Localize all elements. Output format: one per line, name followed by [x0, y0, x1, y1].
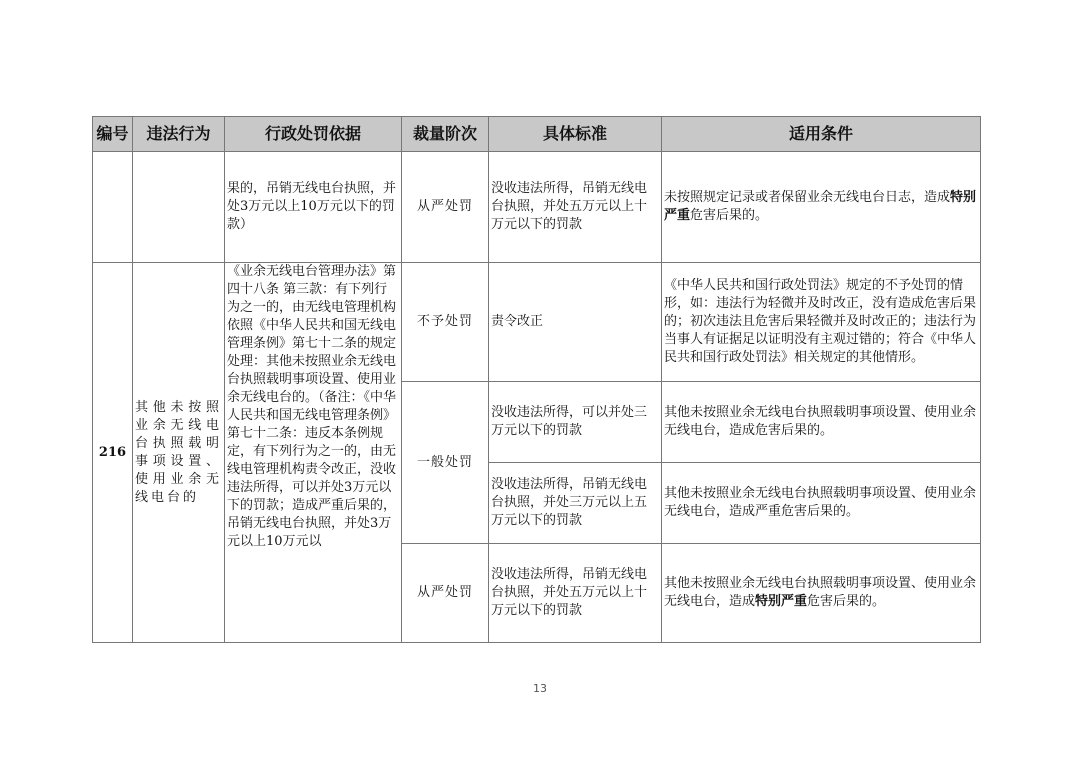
applicable-condition-cell: 其他未按照业余无线电台执照载明事项设置、使用业余无线电台，造成危害后果的。: [662, 382, 981, 463]
applicable-condition-cell: 其他未按照业余无线电台执照载明事项设置、使用业余无线电台，造成严重危害后果的。: [662, 463, 981, 544]
header-specific-standard: 具体标准: [489, 117, 662, 152]
applicable-condition-cell: 其他未按照业余无线电台执照载明事项设置、使用业余无线电台，造成特别严重危害后果的。: [662, 544, 981, 643]
specific-standard-cell: 没收违法所得，可以并处三万元以下的罚款: [489, 382, 662, 463]
discretion-level-cell: 一般处罚: [402, 382, 489, 544]
page-number: 13: [533, 682, 547, 695]
violation-cell-empty: [133, 152, 225, 263]
header-legal-basis: 行政处罚依据: [225, 117, 402, 152]
discretion-level-cell: 不予处罚: [402, 263, 489, 382]
header-applicable-conditions: 适用条件: [662, 117, 981, 152]
specific-standard-cell: 责令改正: [489, 263, 662, 382]
legal-basis-cell: 果的，吊销无线电台执照，并处3万元以上10万元以下的罚款）: [225, 152, 402, 263]
specific-standard-cell: 没收违法所得，吊销无线电台执照，并处五万元以上十万元以下的罚款: [489, 544, 662, 643]
applicable-condition-cell: 《中华人民共和国行政处罚法》规定的不予处罚的情形，如：违法行为轻微并及时改正，没有造成危害后果的；初次违法且危害后果轻微并及时改正的；违法行为当事人有证据足以证明没有主观过错的；符合《中华人民共和国行政处罚法》相关规定的其他情形。: [662, 263, 981, 382]
discretion-level-cell: 从严处罚: [402, 152, 489, 263]
violation-description: 其他未按照业余无线电台执照载明事项设置、使用业余无线电台的: [133, 263, 225, 643]
number-cell-empty: [93, 152, 133, 263]
penalty-discretion-table: [92, 116, 981, 643]
applicable-condition-cell: 未按照规定记录或者保留业余无线电台日志，造成特别严重危害后果的。: [662, 152, 981, 263]
discretion-level-cell: 从严处罚: [402, 544, 489, 643]
table-row: [93, 263, 981, 382]
header-violation: 违法行为: [133, 117, 225, 152]
specific-standard-cell: 没收违法所得，吊销无线电台执照，并处五万元以上十万元以下的罚款: [489, 152, 662, 263]
header-number: 编号: [93, 117, 133, 152]
header-discretion-level: 裁量阶次: [402, 117, 489, 152]
legal-basis-cell: 《业余无线电台管理办法》第四十八条 第三款：有下列行为之一的，由无线电管理机构依照《中华人民共和国无线电管理条例》第七十二条的规定处理：其他未按照业余无线电台执照载明事项设置、使用业余无线电台的。（备注：《中华人民共和国无线电管理条例》第七十二条：违反本条例规定，有下列行为之一的，由无线电管理机构责令改正，没收违法所得，可以并处3万元以下的罚款；造成严重后果的，吊销无线电台执照，并处3万元以上10万元以: [225, 263, 402, 643]
entry-number: 216: [93, 263, 133, 643]
specific-standard-cell: 没收违法所得，吊销无线电台执照，并处三万元以上五万元以下的罚款: [489, 463, 662, 544]
emphasis-text: 特别严重: [755, 594, 808, 609]
table-header-row: [93, 117, 981, 152]
table-row: [93, 152, 981, 263]
emphasis-text: 特别严重: [664, 190, 977, 223]
